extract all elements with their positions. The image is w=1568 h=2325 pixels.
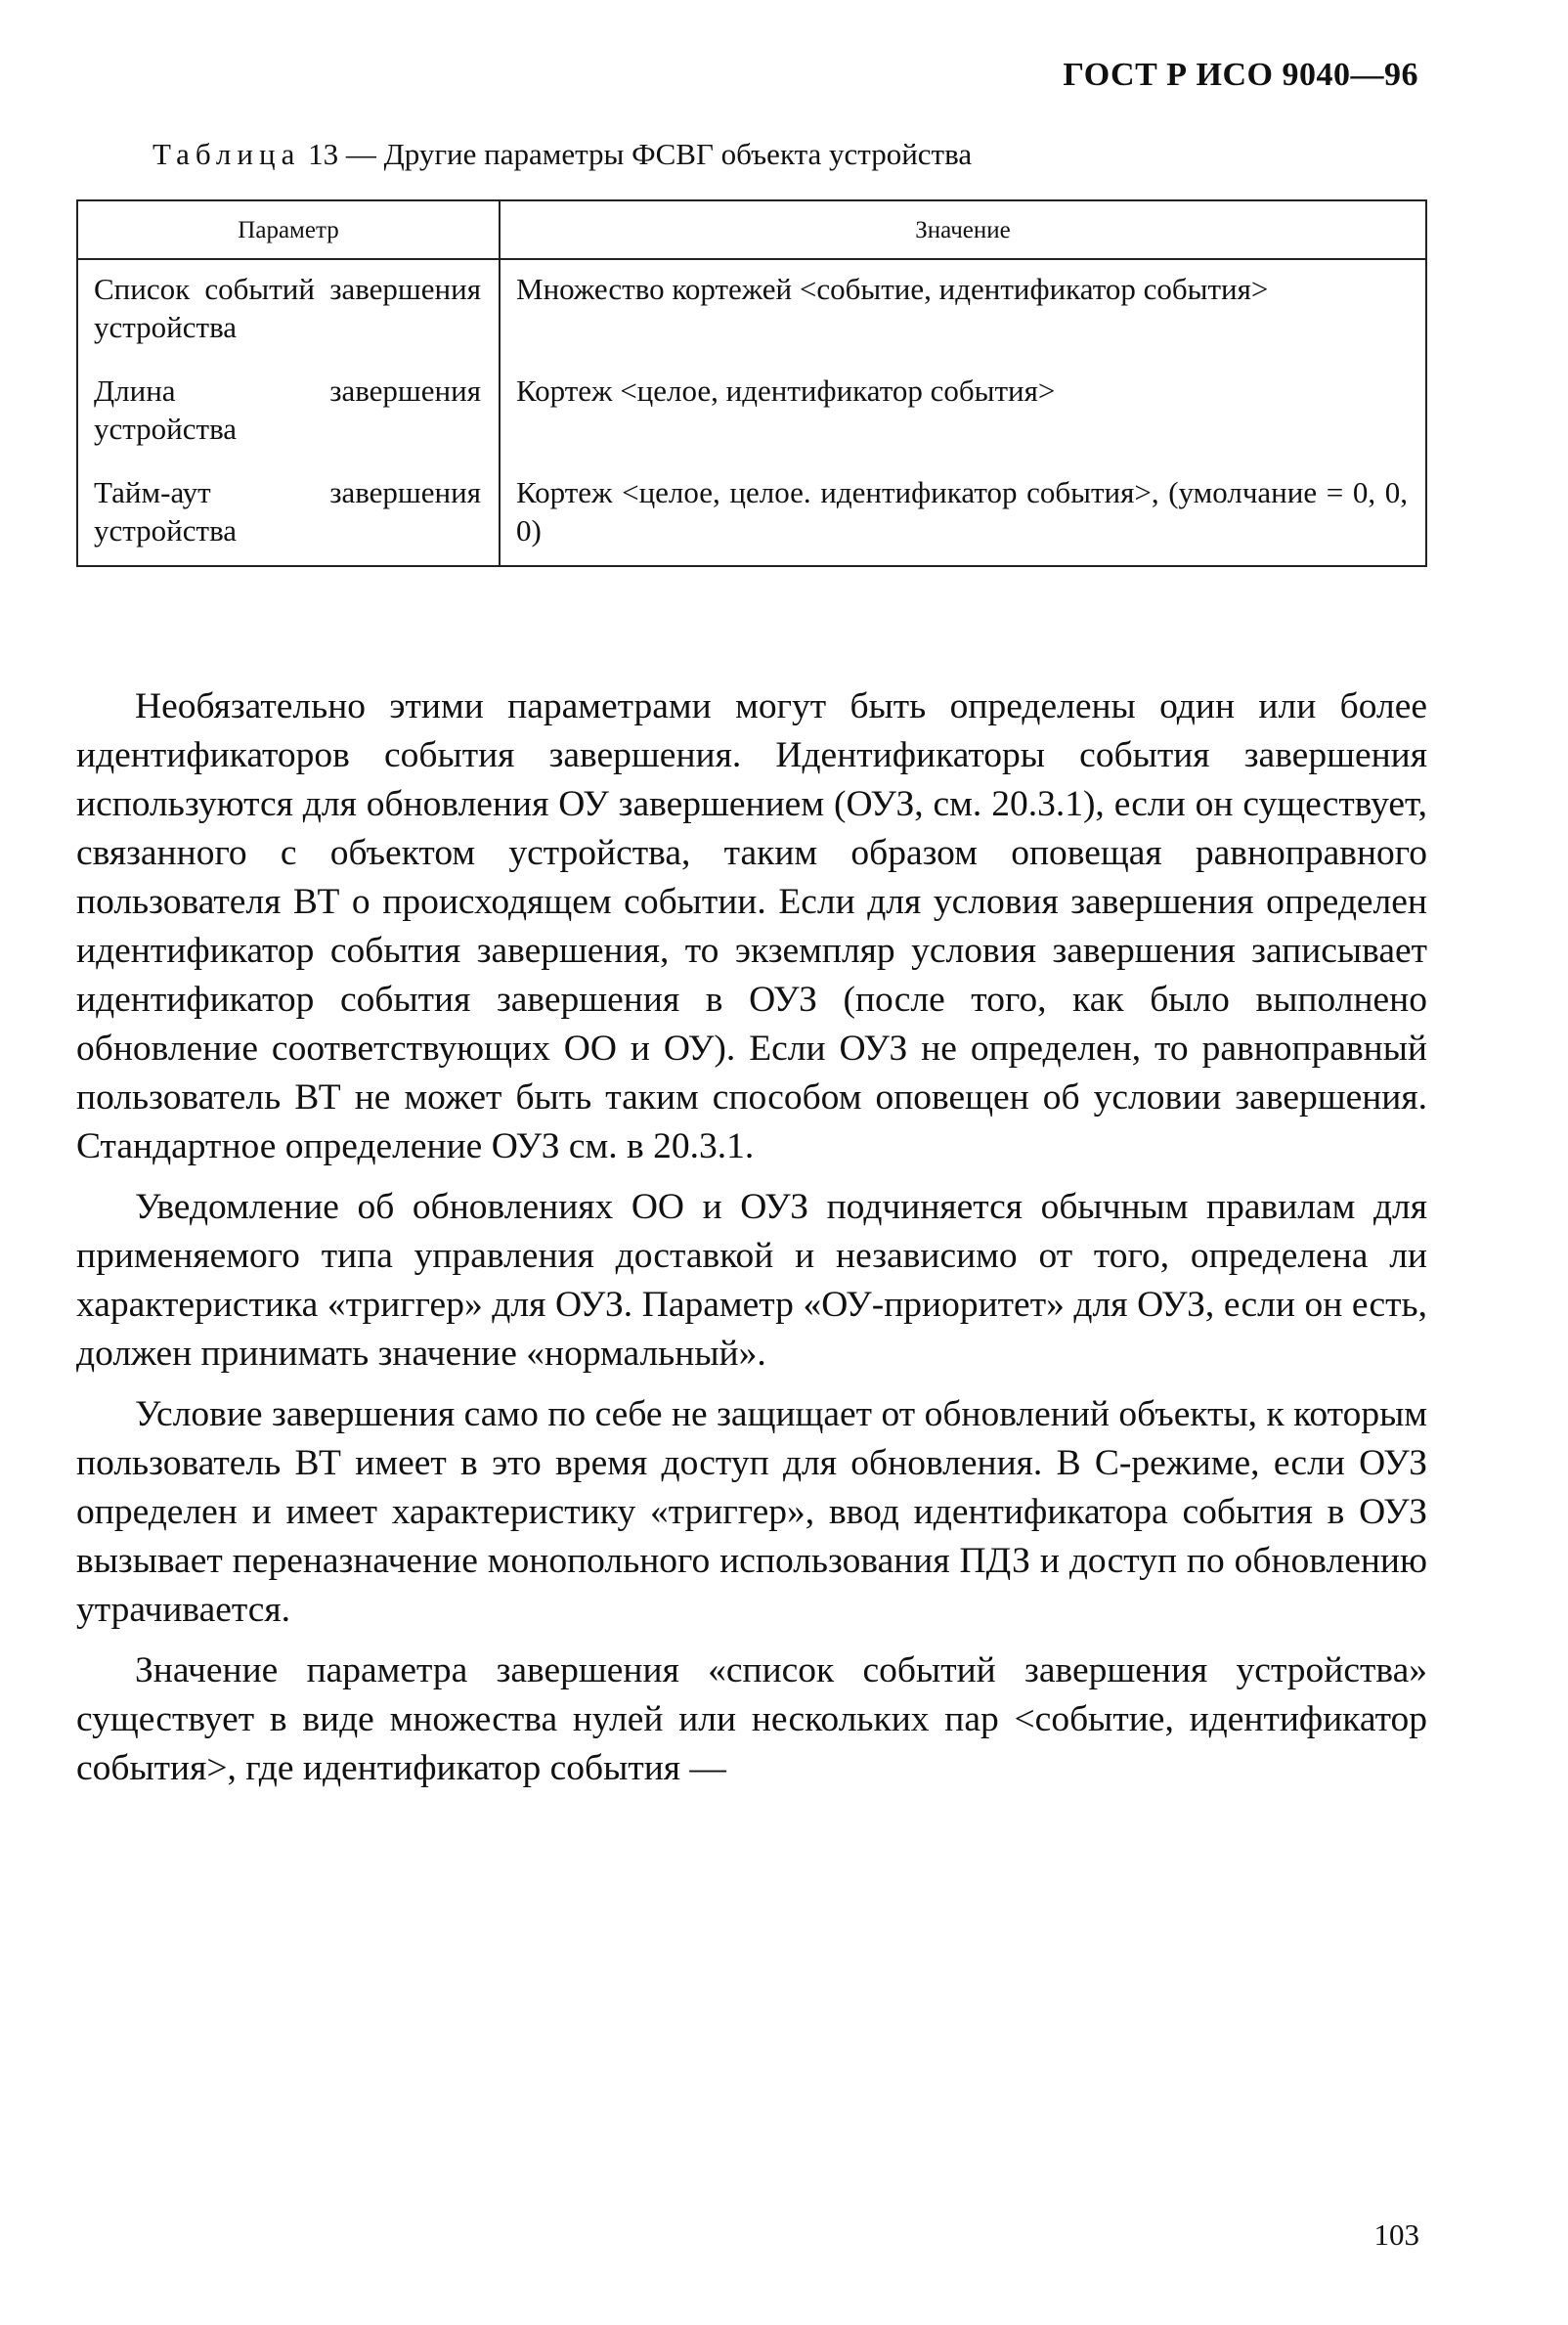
table-row	[77, 362, 1426, 463]
table-caption-prefix: Таблица	[152, 137, 301, 171]
paragraph: Условие завершения само по себе не защищает от обновлений объекты, к которым пользователь ВТ имеет в это время доступ для обновления. В С-режиме, если ОУЗ определен и имеет характеристику «триггер», ввод идентификатора события в ОУЗ вызывает переназначение монопольного использования ПДЗ и доступ по обновлению утрачивается.	[76, 1394, 1427, 1630]
parameters-table	[76, 199, 1427, 567]
paragraph: Необязательно этими параметрами могут быть определены один или более идентификаторов события завершения. Идентификаторы события завершения используются для обновления ОУ завершением (ОУЗ, см. 20.3.1), если он существует, связанного с объектом устройства, таким образом оповещая равноправного пользователя ВТ о происходящем событии. Если для условия завершения определен идентификатор события завершения, то экземпляр условия завершения записывает идентификатор события завершения в ОУЗ (после того, как было выполнено обновление соответствующих ОО и ОУ). Если ОУЗ не определен, то равноправный пользователь ВТ не может быть таким способом оповещен об условии завершения. Стандартное определение ОУЗ см. в 20.3.1.	[76, 686, 1427, 1166]
body-text	[76, 682, 1427, 1805]
table-cell-value: Множество кортежей <событие, идентификатор события>	[500, 259, 1426, 362]
paragraph: Значение параметра завершения «список событий завершения устройства» существует в виде множества нулей или нескольких пар <событие, идентификатор события>, где идентификатор события —	[76, 1650, 1427, 1788]
page-header: ГОСТ Р ИСО 9040—96	[1063, 57, 1418, 93]
table-caption-number: 13	[308, 137, 339, 171]
paragraph: Уведомление об обновлениях ОО и ОУЗ подчиняется обычным правилам для применяемого типа управления доставкой и независимо от того, определена ли характеристика «триггер» для ОУЗ. Параметр «ОУ-приоритет» для ОУЗ, если он есть, должен принимать значение «нормальный».	[76, 1187, 1427, 1374]
page-number: 103	[1373, 2217, 1419, 2252]
table-row	[77, 463, 1426, 566]
table-caption-title: — Другие параметры ФСВГ объекта устройства	[345, 137, 973, 171]
table-caption	[152, 137, 972, 172]
table-cell-value: Кортеж <целое, целое. идентификатор события>, (умолчание = 0, 0, 0)	[500, 463, 1426, 566]
column-header-value: Значение	[500, 200, 1426, 259]
column-header-parameter: Параметр	[77, 200, 500, 259]
table-row	[77, 259, 1426, 362]
table-cell-parameter: Длина завершения устройства	[77, 362, 500, 463]
table-cell-parameter: Список событий завершения устройства	[77, 259, 500, 362]
table-cell-parameter: Тайм-аут завершения устройства	[77, 463, 500, 566]
table-cell-value: Кортеж <целое, идентификатор события>	[500, 362, 1426, 463]
table-header-row	[77, 200, 1426, 259]
